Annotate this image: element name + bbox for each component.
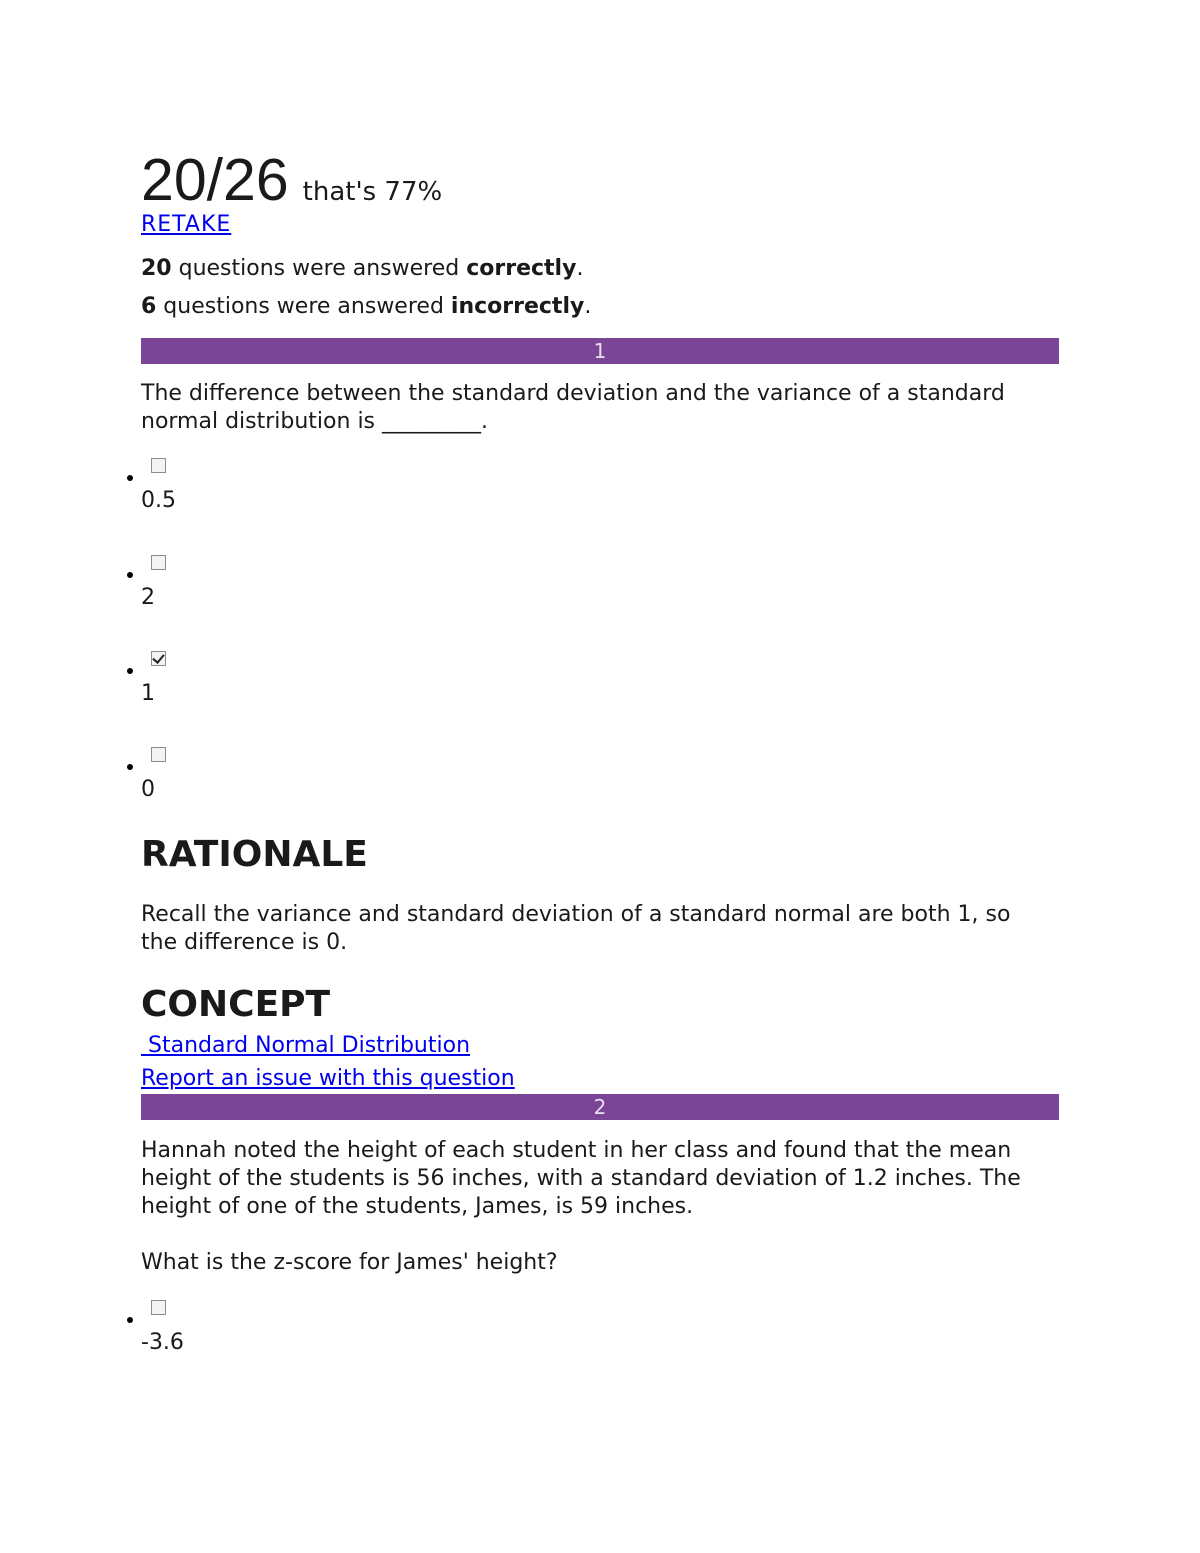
answer-option-label: 0 [141,777,155,802]
rationale-text: Recall the variance and standard deviation of a standard normal are both 1, so the difference is 0. [141,902,1011,955]
bullet-icon [127,475,133,481]
incorrect-count: 6 [141,294,157,319]
incorrect-summary-text: questions were answered [156,294,451,319]
concept-heading: CONCEPT [141,984,331,1025]
score-header [141,146,442,214]
correct-period: . [576,256,584,281]
answer-option-label: 1 [141,681,155,706]
incorrect-period: . [584,294,592,319]
correct-word: correctly [466,256,577,281]
question-number-bar: 1 [141,338,1059,364]
checkbox-icon[interactable] [151,458,166,473]
bullet-icon [127,764,133,770]
incorrect-summary [141,294,591,319]
incorrect-word: incorrectly [450,294,585,319]
checkbox-icon[interactable] [151,1300,166,1315]
question-prompt: What is the z-score for James' height? [141,1250,558,1275]
answer-option-label: 2 [141,585,155,610]
bullet-icon [127,572,133,578]
checkbox-checked-icon[interactable] [151,651,166,666]
checkbox-icon[interactable] [151,747,166,762]
question-text: The difference between the standard deviation and the variance of a standard normal distribution is _________. [141,381,1005,434]
score-percent: that's 77% [302,177,443,207]
score-fraction: 20/26 [141,147,289,213]
bullet-icon [127,1317,133,1323]
report-issue-link[interactable]: Report an issue with this question [141,1066,515,1091]
retake-link[interactable]: RETAKE [141,212,232,237]
concept-link[interactable]: Standard Normal Distribution [141,1033,471,1058]
checkbox-icon[interactable] [151,555,166,570]
answer-option-label: 0.5 [141,488,176,513]
question-number-bar: 2 [141,1094,1059,1120]
correct-summary [141,256,583,281]
correct-summary-text: questions were answered [171,256,467,281]
question-text: Hannah noted the height of each student in her class and found that the mean height of the students is 56 inches, with a standard deviation of 1.2 inches. The height of one of the students, James, is 59 inches. [141,1138,1021,1219]
bullet-icon [127,668,133,674]
answer-option-label: -3.6 [141,1330,184,1355]
correct-count: 20 [141,256,172,281]
rationale-heading: RATIONALE [141,834,368,875]
